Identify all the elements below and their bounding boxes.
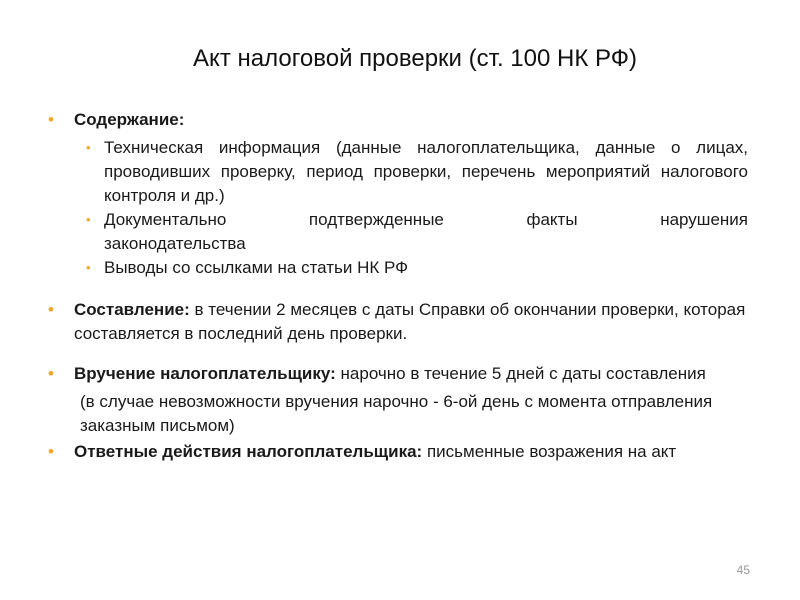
sub-item-documented-facts-cont bbox=[74, 232, 748, 256]
sub-item-documented-facts bbox=[74, 208, 748, 232]
sub-item-text: Выводы со ссылками на статьи НК РФ bbox=[104, 258, 409, 277]
content-sub-list bbox=[74, 136, 748, 280]
content-label: Содержание: bbox=[74, 110, 185, 129]
sub-bullet-marker: • bbox=[86, 260, 91, 275]
bullet-response bbox=[48, 440, 748, 464]
sub-item-text: Документально подтвержденные факты нарушения bbox=[104, 210, 748, 229]
response-text: письменные возражения на акт bbox=[422, 442, 677, 461]
sub-item-text: Техническая информация (данные налогоплательщика, данные о лицах, проводивших проверку, период проверки, перечень мероприятий налогового контроля и др.) bbox=[104, 138, 748, 205]
bullet-marker: • bbox=[48, 300, 54, 319]
bullet-compose bbox=[48, 298, 748, 346]
bullet-delivery bbox=[48, 362, 748, 386]
bullet-content bbox=[48, 108, 748, 280]
delivery-text: нарочно в течение 5 дней с даты составления bbox=[335, 364, 706, 383]
bullet-marker: • bbox=[48, 364, 54, 383]
delivery-note: (в случае невозможности вручения нарочно - 6-ой день с момента отправления заказным письмом) bbox=[80, 392, 713, 435]
bullet-marker: • bbox=[48, 110, 54, 129]
sub-bullet-marker: • bbox=[86, 212, 91, 227]
sub-bullet-marker: • bbox=[86, 140, 91, 155]
response-label: Ответные действия налогоплательщика: bbox=[74, 442, 423, 461]
slide-content bbox=[48, 108, 748, 464]
sub-item-text: законодательства bbox=[104, 234, 246, 253]
bullet-marker: • bbox=[48, 442, 54, 461]
slide-title: Акт налоговой проверки (ст. 100 НК РФ) bbox=[193, 45, 637, 72]
compose-label: Составление: bbox=[74, 300, 190, 319]
compose-text: в течении 2 месяцев с даты Справки об окончании проверки, которая составляется в последний день проверки. bbox=[74, 300, 746, 343]
sub-item-conclusions bbox=[74, 256, 748, 280]
sub-item-technical-info bbox=[74, 136, 748, 208]
page-number: 45 bbox=[736, 563, 750, 577]
delivery-label: Вручение налогоплательщику: bbox=[74, 364, 336, 383]
